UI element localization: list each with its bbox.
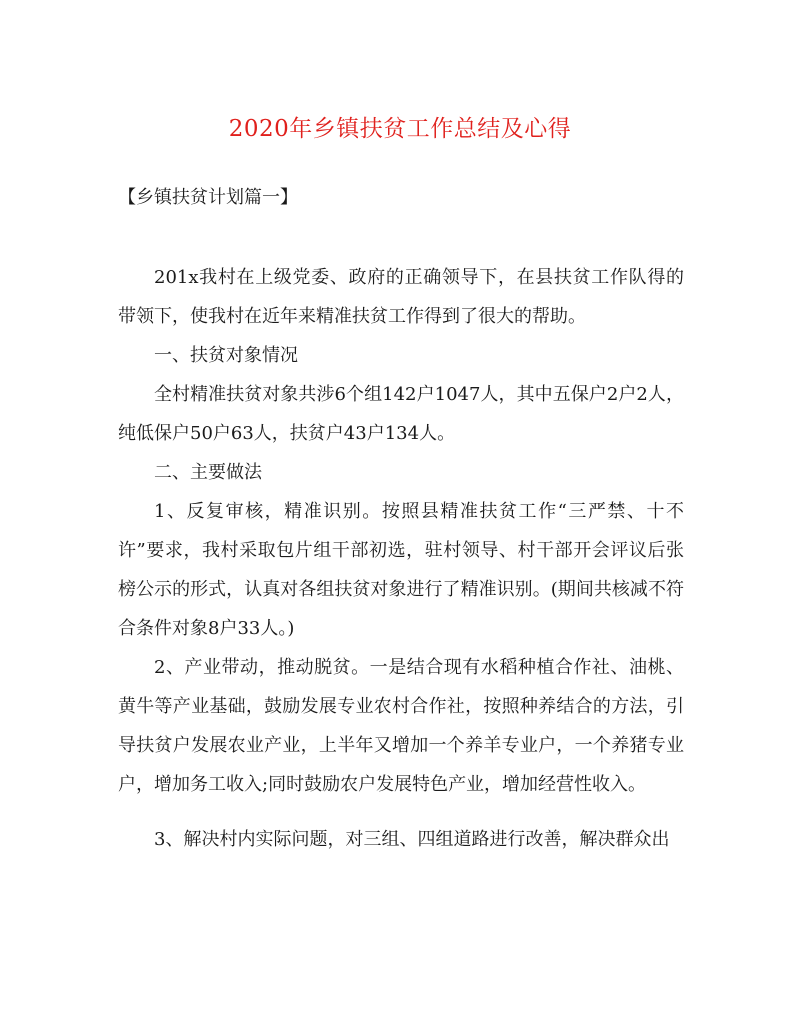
- paragraph-poverty-targets: 全村精准扶贫对象共涉6个组142户1047人，其中五保户2户2人，纯低保户50户63人，扶贫户43户134人。: [118, 384, 684, 444]
- document-body: [118, 258, 684, 859]
- section-heading: 【乡镇扶贫计划篇一】: [118, 187, 298, 208]
- document-title: 2020年乡镇扶贫工作总结及心得: [228, 116, 572, 142]
- paragraph-intro: 201x我村在上级党委、政府的正确领导下，在县扶贫工作队得的带领下，使我村在近年来精准扶贫工作得到了很大的帮助。: [118, 267, 684, 327]
- heading-main-practices: 二、主要做法: [154, 462, 262, 483]
- paragraph-practice-1: 1、反复审核，精准识别。按照县精准扶贫工作“三严禁、十不许”要求，我村采取包片组干部初选，驻村领导、村干部开会评议后张榜公示的形式，认真对各组扶贫对象进行了精准识别。(期间共核减不符合条件对象8户33人。): [118, 501, 684, 639]
- paragraph-practice-2: 2、产业带动，推动脱贫。一是结合现有水稻种植合作社、油桃、黄牛等产业基础，鼓励发展专业农村合作社，按照种养结合的方法，引导扶贫户发展农业产业，上半年又增加一个养羊专业户，一个养猪专业户，增加务工收入;同时鼓励农户发展特色产业，增加经营性收入。: [118, 657, 684, 795]
- paragraph-practice-3: 3、解决村内实际问题，对三组、四组道路进行改善，解决群众出: [154, 829, 670, 850]
- heading-poverty-targets: 一、扶贫对象情况: [154, 345, 298, 366]
